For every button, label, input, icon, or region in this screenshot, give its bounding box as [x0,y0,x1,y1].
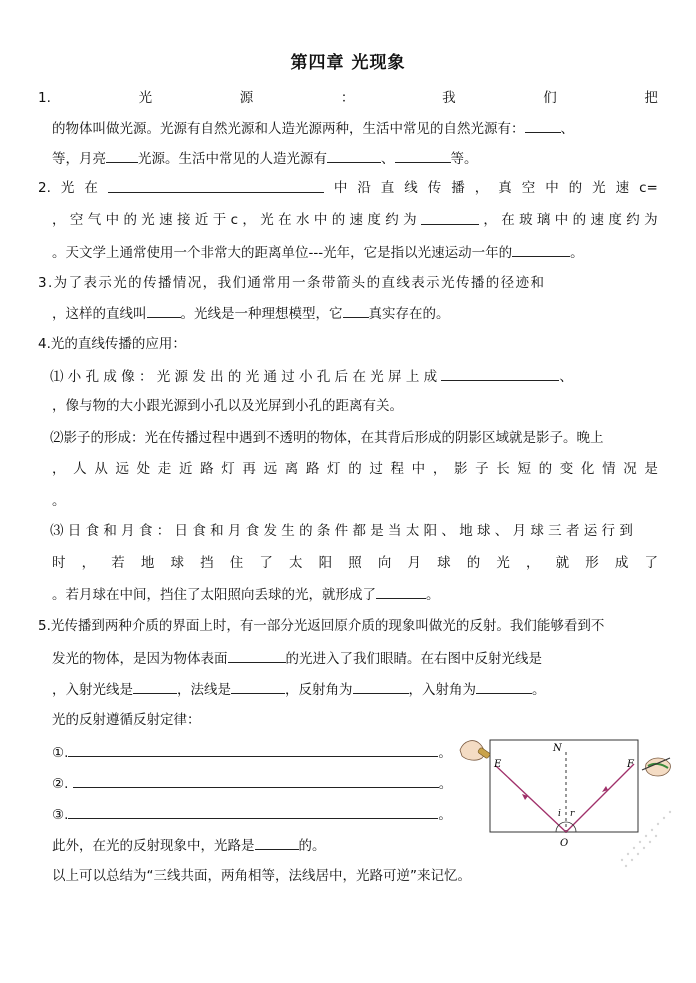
justified-char: 光 [496,555,510,571]
justified-char: c= [639,180,658,196]
justified-char: 近 [194,212,209,228]
justified-char: 传 [427,180,442,196]
q4-p1-line2: ，像与物的大小跟光源到小孔以及光屏到小孔的距离有关。 [52,398,403,414]
justified-char: 2. [38,180,51,196]
q2-line1 [38,178,658,198]
label-i: i [558,809,561,819]
justified-char: 空 [69,212,84,228]
blank[interactable] [73,773,439,788]
justified-char: 情 [602,461,616,477]
justified-char: 的 [331,212,346,228]
justified-char: c [230,212,239,228]
justified-char: 直 [380,180,395,196]
justified-char: 度 [608,212,622,228]
justified-char: ， [526,555,540,571]
justified-char: 速 [590,212,604,228]
justified-char: 速 [615,180,630,196]
q4-p3-line1: ⑶ 日 食 和 月 食 ： 日 食 和 月 食 发 生 的 条 件 都 是 当 太 阳 、 地 球 、 月 球 三 者 运 行 到 [50,523,633,539]
justified-char: 向 [377,555,392,571]
justified-char: 阳 [318,555,333,571]
q5-extra: 此外，在光的反射现象中，光路是 的。 [52,835,326,856]
justified-char: 玻 [519,212,533,228]
justified-char: 成 [614,555,629,571]
justified-char: 影 [453,461,468,477]
justified-char: 走 [157,461,172,477]
justified-char: 气 [87,212,102,228]
q5-law-1: ①. 。 [52,742,452,763]
justified-char: 度 [367,212,381,228]
justified-char: 中 [545,180,559,196]
justified-char: 于 [212,212,227,228]
justified-char: 光 [141,212,155,228]
justified-char: 化 [580,461,595,477]
justified-char: 接 [177,212,191,228]
q5-summary: 以上可以总结为“三线共面，两角相等，法线居中，光路可逆”来记忆。 [52,868,471,884]
justified-char: 球 [170,555,184,571]
blank[interactable] [441,366,559,381]
justified-char: ， [432,461,447,477]
justified-char: 况 [623,461,637,477]
q2-line2 [52,210,658,230]
q5-law-heading: 光的反射遵循反射定律： [52,712,201,728]
justified-char: 速 [159,212,173,228]
justified-char: 灯 [221,461,235,477]
justified-char: 中 [333,180,348,196]
justified-char: 线 [404,180,418,196]
blank[interactable] [395,148,451,163]
q5-law-3: ③. 。 [52,804,452,825]
justified-char: 们 [543,90,557,106]
justified-char: 了 [259,555,273,571]
q5-line3: ，入射光线是 ，法线是 ，反射角为 ，入射角为 。 [52,679,546,700]
blank[interactable] [327,148,381,163]
label-F: F [627,759,634,770]
hand-pen-icon [642,758,670,776]
justified-char: 月 [407,555,421,571]
justified-char: 的 [123,212,137,228]
justified-char: ， [242,212,256,228]
justified-char: 近 [178,461,193,477]
justified-char: 光 [60,180,75,196]
justified-char: 水 [295,212,310,228]
justified-char: ， [52,461,66,477]
justified-char: 短 [517,461,531,477]
q4-p2-line2 [52,459,658,479]
justified-char: ， [483,212,497,228]
justified-char: 沿 [357,180,371,196]
justified-char: ： [340,90,355,106]
justified-char: 挡 [200,555,214,571]
justified-char: 速 [349,212,364,228]
justified-char: 的 [466,555,481,571]
incident-ray [496,766,566,832]
q4-p3-line2 [52,553,658,573]
justified-char: 光 [592,180,606,196]
label-O: O [560,838,569,849]
label-E: E [494,759,502,770]
blank[interactable] [108,178,324,193]
blank[interactable] [147,303,181,318]
q5-line1: 5.光传播到两种介质的界面上时，有一部分光返回原介质的现象叫做光的反射。我们能够看到不 [38,618,605,634]
justified-char: 长 [496,461,510,477]
justified-char: 的 [572,212,587,228]
justified-char: 1. [38,90,51,106]
justified-char: 把 [644,90,658,106]
justified-char: 处 [136,461,151,477]
justified-char: 人 [73,461,87,477]
blank[interactable] [68,804,438,819]
q3-line1: 3.为了表示光的传播情况，我们通常用一条带箭头的直线表示光传播的径迹和 [38,275,546,291]
blank[interactable] [231,679,285,694]
justified-char: 地 [140,555,155,571]
blank[interactable] [476,679,532,694]
justified-char: 中 [105,212,120,228]
justified-char: 为 [403,212,417,228]
q1-line2: 的物体叫做光源。光源有自然光源和人造光源两种，生活中常见的自然光源有： 、 [52,118,574,139]
q4-heading: 4.光的直线传播的应用： [38,336,186,352]
justified-char: 为 [644,212,658,228]
justified-char: ， [81,555,96,571]
page-title: 第四章 光现象 [290,53,406,73]
justified-char: 是 [644,461,658,477]
justified-char: 若 [111,555,125,571]
justified-char: 远 [263,461,278,477]
justified-char: 光 [260,212,274,228]
justified-char: ， [52,212,66,228]
q3-line2: ，这样的直线叫 。光线是一种理想模型，它 真实存在的。 [52,303,450,324]
justified-char: 照 [348,555,362,571]
q5-line2: 发光的物体，是因为物体表面 的光进入了我们眼睛。在右图中反射光线是 [52,648,542,669]
justified-char: 程 [390,461,404,477]
blank[interactable] [68,742,438,757]
justified-char: 中 [411,461,426,477]
justified-char: 中 [554,212,569,228]
q2-line3: 。天文学上通常使用一个非常大的距离单位---光年，它是指以光速运动一年的 。 [52,242,584,263]
label-N: N [553,743,562,754]
justified-char: 了 [644,555,658,571]
justified-char: 离 [284,461,299,477]
q1-line3: 等，月亮 光源。生活中常见的人造光源有 、 等。 [52,148,478,169]
justified-char: 住 [229,555,244,571]
justified-char: 路 [305,461,320,477]
blank[interactable] [421,210,479,225]
justified-char: 播 [451,180,465,196]
justified-char: 从 [94,461,108,477]
justified-char: 璃 [536,212,551,228]
justified-char: 的 [568,180,583,196]
justified-char: 源 [239,90,254,106]
justified-char: 我 [442,90,456,106]
justified-char: 就 [555,555,570,571]
q4-p1-line1: ⑴ 小 孔 成 像 ： 光 源 发 出 的 光 通 过 小 孔 后 在 光 屏 上 成 、 [50,366,573,387]
justified-char: 灯 [327,461,341,477]
justified-char: 太 [289,555,303,571]
blank[interactable] [376,584,426,599]
q4-p2-line3: 。 [52,493,66,509]
q4-p3-line3: 。若月球在中间，挡住了太阳照向丢球的光，就形成了 。 [52,584,440,605]
blank[interactable] [525,118,561,133]
justified-char: 在 [501,212,515,228]
justified-char: 中 [313,212,328,228]
blank[interactable] [133,679,177,694]
justified-char: 空 [521,180,536,196]
hand-flashlight-icon [460,741,491,761]
q4-p2-line1: ⑵影子的形成：光在传播过程中遇到不透明的物体，在其背后形成的阴影区域就是影子。晚上 [50,430,604,446]
justified-char: 形 [585,555,599,571]
blank[interactable] [228,648,286,663]
label-r: r [570,809,575,819]
justified-char: 在 [278,212,292,228]
blank[interactable] [255,835,299,850]
justified-char: 的 [348,461,362,477]
justified-char: 远 [115,461,129,477]
justified-char: 约 [385,212,399,228]
justified-char: 过 [369,461,383,477]
justified-char: 时 [52,555,66,571]
justified-char: 光 [138,90,153,106]
watermark [612,780,682,880]
justified-char: 路 [200,461,214,477]
justified-char: 在 [84,180,98,196]
justified-char: 球 [437,555,451,571]
blank[interactable] [106,148,138,163]
justified-char: 真 [498,180,512,196]
justified-char: 子 [475,461,489,477]
justified-char: 的 [538,461,553,477]
q1-line1 [38,88,658,108]
blank[interactable] [353,679,409,694]
justified-char: ， [474,180,489,196]
justified-char: 约 [626,212,640,228]
justified-char: 再 [242,461,256,477]
blank[interactable] [343,303,369,318]
justified-char: 变 [559,461,574,477]
q5-law-2: ②. 。 [52,773,452,794]
blank[interactable] [512,242,570,257]
